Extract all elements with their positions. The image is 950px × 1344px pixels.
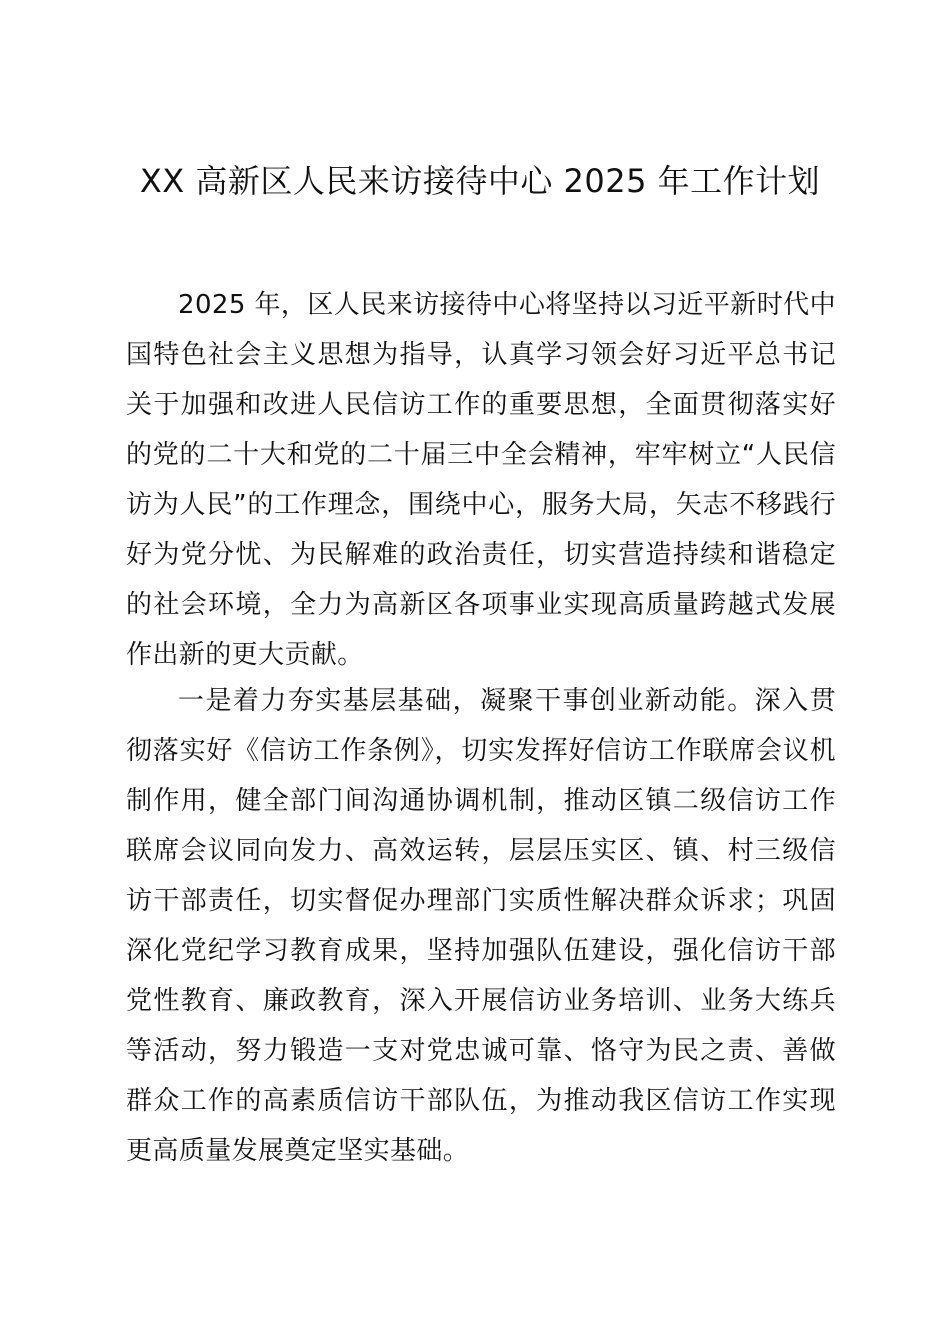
body-paragraph-intro: [126, 280, 836, 680]
body-paragraph-point-one: [126, 676, 836, 1176]
paragraph-text: 2025 年，区人民来访接待中心将坚持以习近平新时代中国特色社会主义思想为指导，认真学习领会好习近平总书记关于加强和改进人民信访工作的重要思想，全面贯彻落实好的党的二十大和党的二十届三中全会精神，牢牢树立“人民信访为人民”的工作理念，围绕中心，服务大局，矢志不移践行好为党分忧、为民解难的政治责任，切实营造持续和谐稳定的社会环境，全力为高新区各项事业实现高质量跨越式发展作出新的更大贡献。: [126, 290, 836, 670]
document-title: XX 高新区人民来访接待中心 2025 年工作计划: [139, 162, 821, 200]
paragraph-text: 一是着力夯实基层基础，凝聚干事创业新动能。深入贯彻落实好《信访工作条例》，切实发挥好信访工作联席会议机制作用，健全部门间沟通协调机制，推动区镇二级信访工作联席会议同向发力、高效运转，层层压实区、镇、村三级信访干部责任，切实督促办理部门实质性解决群众诉求；巩固深化党纪学习教育成果，坚持加强队伍建设，强化信访干部党性教育、廉政教育，深入开展信访业务培训、业务大练兵等活动，努力锻造一支对党忠诚可靠、恪守为民之责、善做群众工作的高素质信访干部队伍，为推动我区信访工作实现更高质量发展奠定坚实基础。: [126, 686, 836, 1166]
